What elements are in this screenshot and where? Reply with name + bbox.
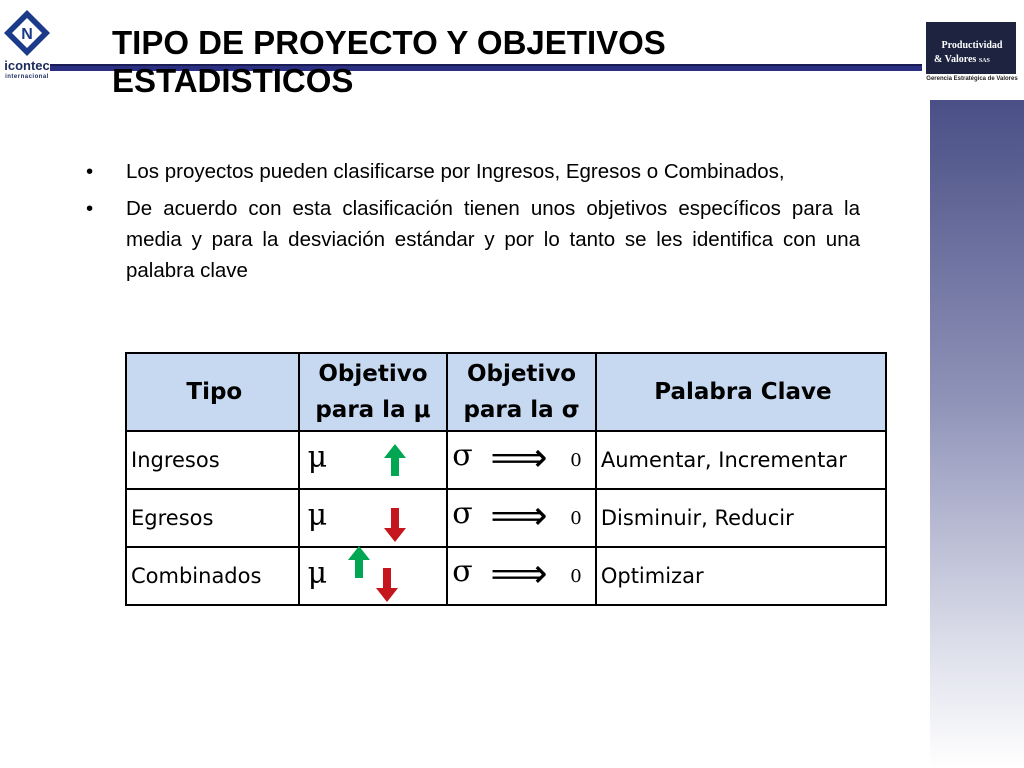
logo-line2 <box>934 54 1018 65</box>
logo-brand-text: icontec <box>4 58 50 73</box>
sigma-symbol: σ <box>452 438 473 473</box>
header-palabra-clave: Palabra Clave <box>596 353 886 431</box>
cell-palabra-clave: Aumentar, Incrementar <box>596 431 886 489</box>
mu-symbol: μ <box>307 556 328 591</box>
table-row <box>126 547 886 605</box>
header-sigma <box>447 353 596 431</box>
bullet-text: De acuerdo con esta clasificación tienen unos objetivos específicos para la media y para la desviación estándar y por lo tanto se les identifica con una palabra clave <box>126 197 860 282</box>
header-sigma-line2: para la σ <box>463 397 580 423</box>
logo-suffix: SAS <box>978 58 990 64</box>
logo-tagline: Gerencia Estratégica de Valores <box>926 76 1018 82</box>
table-header-row <box>126 353 886 431</box>
arrow-up-icon <box>348 546 370 578</box>
mu-symbol: μ <box>307 498 328 533</box>
cell-mu <box>299 489 448 547</box>
cell-mu <box>299 431 448 489</box>
header-sigma-line1: Objetivo <box>466 361 577 387</box>
productividad-valores-logo <box>926 22 1018 90</box>
logo-line1: Productividad <box>941 40 1003 51</box>
bullet-item <box>86 156 860 187</box>
sigma-symbol: σ <box>452 496 473 531</box>
arrow-down-icon <box>376 568 398 602</box>
logo-sub-text: internacional <box>5 74 49 80</box>
slide-title: TIPO DE PROYECTO Y OBJETIVOS ESTADISTICOS <box>112 24 666 99</box>
side-decorative-band <box>930 100 1024 768</box>
cell-palabra-clave: Optimizar <box>596 547 886 605</box>
bullet-item <box>86 193 860 286</box>
header-mu <box>299 353 448 431</box>
icontec-logo <box>0 8 54 94</box>
bullet-list <box>86 156 860 292</box>
header-mu-line2: para la μ <box>315 397 431 423</box>
bullet-marker: • <box>86 160 94 183</box>
implies-arrow-icon: ⟹ <box>490 551 548 597</box>
cell-sigma <box>447 547 596 605</box>
mu-symbol: μ <box>307 440 328 475</box>
table-row <box>126 489 886 547</box>
implies-arrow-icon: ⟹ <box>490 493 548 539</box>
header-mu-line1: Objetivo <box>318 361 428 387</box>
icontec-emblem-icon <box>0 8 54 58</box>
cell-tipo: Egresos <box>126 489 299 547</box>
project-type-table <box>125 352 887 606</box>
cell-palabra-clave: Disminuir, Reducir <box>596 489 886 547</box>
cell-sigma <box>447 489 596 547</box>
zero-value: 0 <box>570 566 582 587</box>
zero-value: 0 <box>570 450 582 471</box>
logo-line2-text: & Valores <box>934 54 977 65</box>
cell-tipo: Combinados <box>126 547 299 605</box>
arrow-down-icon <box>384 508 406 542</box>
sigma-symbol: σ <box>452 554 473 589</box>
zero-value: 0 <box>570 508 582 529</box>
arrow-up-icon <box>384 444 406 476</box>
bullet-marker: • <box>86 197 94 220</box>
cell-sigma <box>447 431 596 489</box>
bullet-text: Los proyectos pueden clasificarse por Ingresos, Egresos o Combinados, <box>126 160 785 183</box>
implies-arrow-icon: ⟹ <box>490 435 548 481</box>
table-row <box>126 431 886 489</box>
cell-tipo: Ingresos <box>126 431 299 489</box>
header-tipo: Tipo <box>126 353 299 431</box>
cell-mu <box>299 547 448 605</box>
svg-text:N: N <box>21 26 33 43</box>
